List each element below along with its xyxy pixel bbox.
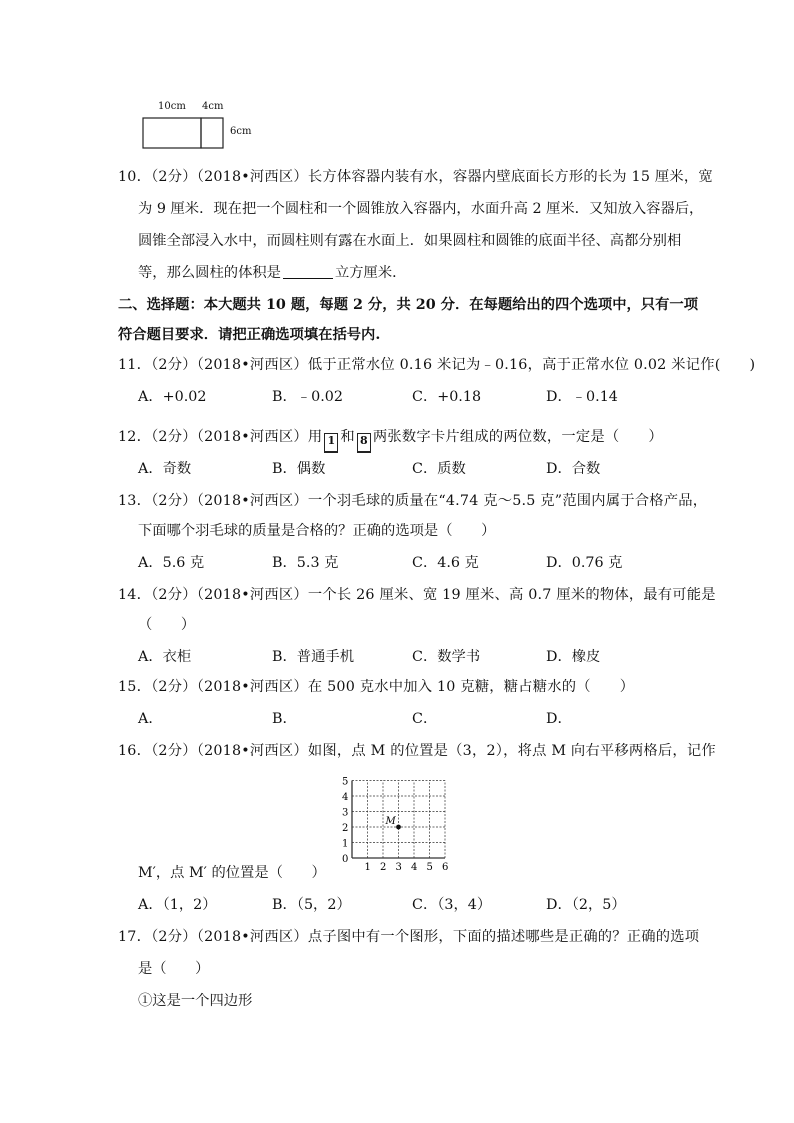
q14-line2: （ ） [138, 617, 196, 633]
q11-option-d[interactable]: D．﹣0.14 [546, 389, 618, 405]
digit-card-8: 8 [357, 433, 371, 453]
grid-x-tick: 1 [364, 862, 371, 873]
q11-option-c[interactable]: C．+0.18 [412, 389, 482, 405]
figure-label-10cm: 10cm [158, 101, 186, 112]
coordinate-grid [330, 770, 460, 874]
q15-option-b[interactable]: B． [272, 711, 297, 727]
figure-label-4cm: 4cm [202, 101, 224, 112]
q12-option-a[interactable]: A．奇数 [138, 461, 192, 477]
q10-answer-blank[interactable] [283, 264, 333, 279]
q17-line1: 17．（2分）（2018•河西区）点子图中有一个图形，下面的描述哪些是正确的？正确的选项 [118, 929, 700, 945]
grid-x-tick: 3 [395, 862, 402, 873]
q14-option-a[interactable]: A．衣柜 [138, 649, 192, 665]
q13-option-b[interactable]: B．5.3 克 [272, 555, 339, 571]
q10-line4-suffix: 立方厘米． [334, 265, 407, 281]
q13-option-c[interactable]: C．4.6 克 [412, 555, 479, 571]
q12-stem-prefix: 12．（2分）（2018•河西区）用 [118, 429, 323, 445]
q13-option-a[interactable]: A．5.6 克 [138, 555, 205, 571]
point-m-dot [396, 825, 401, 830]
q14-option-b[interactable]: B．普通手机 [272, 649, 354, 665]
section2-heading-line2: 符合题目要求．请把正确选项填在括号内. [118, 327, 381, 343]
q15-option-a[interactable]: A． [138, 711, 163, 727]
q15-option-c[interactable]: C． [412, 711, 438, 727]
q16-option-c[interactable]: C．（3，4） [412, 897, 492, 913]
q10-line4 [138, 262, 406, 282]
q16-option-b[interactable]: B．（5，2） [272, 897, 351, 913]
grid-y-tick: 2 [342, 823, 349, 834]
grid-y-tick: 1 [342, 838, 349, 850]
q17-item1: ①这是一个四边形 [138, 993, 253, 1009]
q12-stem [118, 426, 663, 453]
section2-heading-line1: 二、选择题：本大题共 10 题，每题 2 分，共 20 分．在每题给出的四个选项中，只有一项 [118, 297, 698, 313]
grid-y-tick: 4 [342, 792, 349, 803]
rectangle-figure [140, 96, 260, 156]
q14-line1: 14．（2分）（2018•河西区）一个长 26 厘米、宽 19 厘米、高 0.7 厘米的物体，最有可能是 [118, 587, 716, 603]
grid-x-tick: 2 [380, 862, 387, 873]
q13-line1: 13．（2分）（2018•河西区）一个羽毛球的质量在“4.74 克～5.5 克”范围内属于合格产品， [118, 493, 708, 509]
grid-x-tick: 5 [426, 862, 433, 873]
q10-line4-prefix: 等，那么圆柱的体积是 [138, 265, 281, 281]
q12-option-b[interactable]: B．偶数 [272, 461, 326, 477]
q17-line2: 是（ ） [138, 961, 210, 977]
q14-option-c[interactable]: C．数学书 [412, 649, 481, 665]
q12-option-d[interactable]: D．合数 [546, 461, 601, 477]
q12-stem-suffix: 两张数字卡片组成的两位数，一定是（ ） [372, 429, 663, 445]
q15-stem: 15．（2分）（2018•河西区）在 500 克水中加入 10 克糖，糖占糖水的（ ） [118, 679, 635, 695]
rectangle-outline [140, 96, 260, 156]
q16-line2: M′，点 M′ 的位置是（ ） [138, 865, 326, 881]
q15-option-d[interactable]: D． [546, 711, 572, 727]
q10-line2: 为 9 厘米．现在把一个圆柱和一个圆锥放入容器内，水面升高 2 厘米．又知放入容器后， [138, 201, 704, 217]
grid-y-tick: 3 [342, 807, 349, 819]
q16-option-d[interactable]: D．（2，5） [546, 897, 626, 913]
q14-option-d[interactable]: D．橡皮 [546, 649, 601, 665]
digit-card-1: 1 [324, 433, 338, 453]
figure-label-6cm: 6cm [230, 126, 252, 137]
grid-y-tick: 5 [342, 776, 349, 788]
q11-option-a[interactable]: A．+0.02 [138, 389, 207, 405]
q10-line3: 圆锥全部浸入水中，而圆柱则有露在水面上．如果圆柱和圆锥的底面半径、高都分别相 [138, 233, 682, 249]
q12-stem-and: 和 [340, 429, 355, 445]
grid-origin-label: 0 [342, 854, 349, 865]
q16-option-a[interactable]: A．（1，2） [138, 897, 217, 913]
q11-stem: 11．（2分）（2018•河西区）低于正常水位 0.16 米记为﹣0.16，高于正常水位 0.02 米记作( ) [118, 357, 756, 373]
q13-line2: 下面哪个羽毛球的质量是合格的？正确的选项是（ ） [138, 523, 496, 539]
q12-option-c[interactable]: C．质数 [412, 461, 466, 477]
q16-line1: 16．（2分）（2018•河西区）如图，点 M 的位置是（3，2），将点 M 向右平移两格后，记作 [118, 743, 716, 759]
q13-option-d[interactable]: D．0.76 克 [546, 555, 623, 571]
q10-line1: 10．（2分）（2018•河西区）长方体容器内装有水，容器内壁底面长方形的长为 15 厘米，宽 [118, 169, 713, 185]
grid-x-tick: 6 [442, 862, 449, 873]
grid-x-tick: 4 [411, 862, 418, 873]
q11-option-b[interactable]: B．﹣0.02 [272, 389, 343, 405]
point-m-label: M [385, 816, 396, 827]
